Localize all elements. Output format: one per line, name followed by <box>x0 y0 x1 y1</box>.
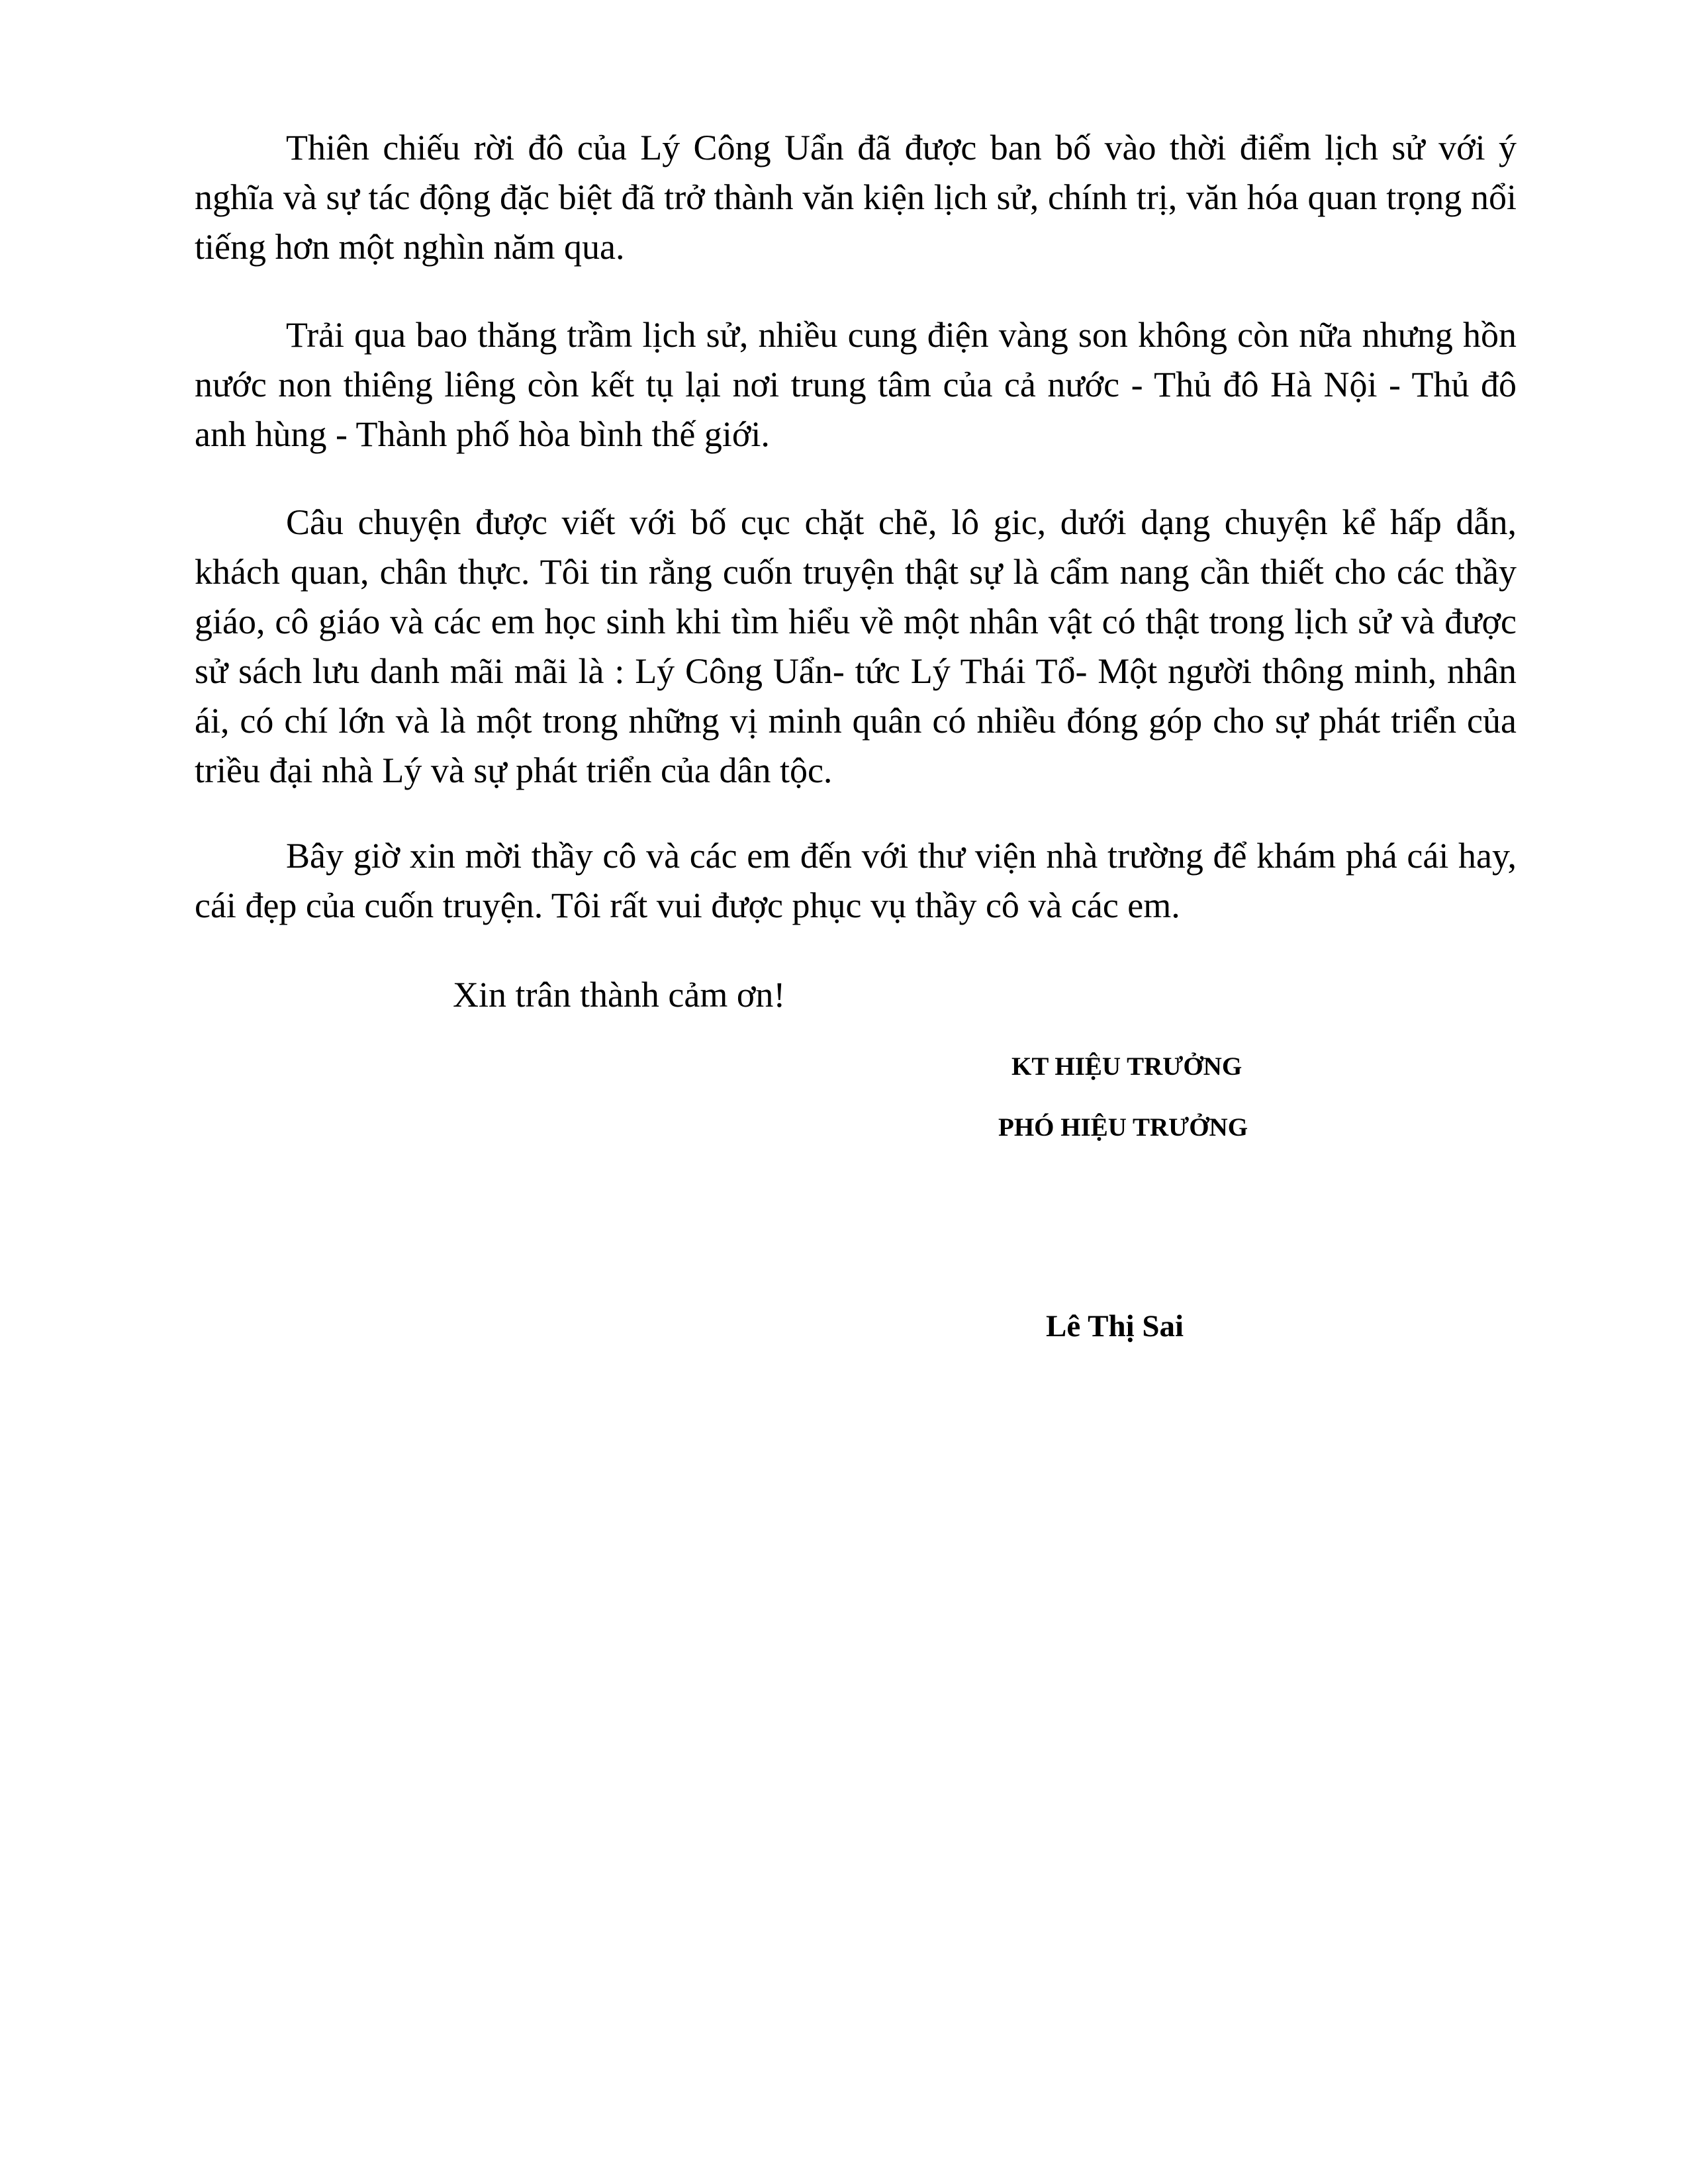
paragraph-2: Trải qua bao thăng trầm lịch sử, nhiều cung điện vàng son không còn nữa nhưng hồn nước non thiêng liêng còn kết tụ lại nơi trung tâm của cả nước - Thủ đô Hà Nội - Thủ đô anh hùng - Thành phố hòa bình thế giới. <box>195 315 1517 454</box>
closing-line: Xin trân thành cảm ơn! <box>453 975 786 1015</box>
signature-title-line-2: PHÓ HIỆU TRƯỞNG <box>998 1113 1248 1142</box>
signatory-name: Lê Thị Sai <box>1046 1309 1184 1343</box>
paragraph-4: Bây giờ xin mời thầy cô và các em đến với thư viện nhà trường để khám phá cái hay, cái đẹp của cuốn truyện. Tôi rất vui được phục vụ thầy cô và các em. <box>195 836 1517 925</box>
paragraph-3: Câu chuyện được viết với bố cục chặt chẽ, lô gic, dưới dạng chuyện kể hấp dẫn, khách quan, chân thực. Tôi tin rằng cuốn truyện thật sự là cẩm nang cần thiết cho các thầy giáo, cô giáo và các em học sinh khi tìm hiểu về một nhân vật có thật trong lịch sử và được sử sách lưu danh mãi mãi là : Lý Công Uẩn- tức Lý Thái Tổ- Một người thông minh, nhân ái, có chí lớn và là một trong những vị minh quân có nhiều đóng góp cho sự phát triển của triều đại nhà Lý và sự phát triển của dân tộc. <box>195 502 1517 790</box>
paragraph-1: Thiên chiếu rời đô của Lý Công Uẩn đã được ban bố vào thời điểm lịch sử với ý nghĩa và sự tác động đặc biệt đã trở thành văn kiện lịch sử, chính trị, văn hóa quan trọng nổi tiếng hơn một nghìn năm qua. <box>195 128 1517 267</box>
signature-title-line-1: KT HIỆU TRƯỞNG <box>1011 1052 1243 1081</box>
